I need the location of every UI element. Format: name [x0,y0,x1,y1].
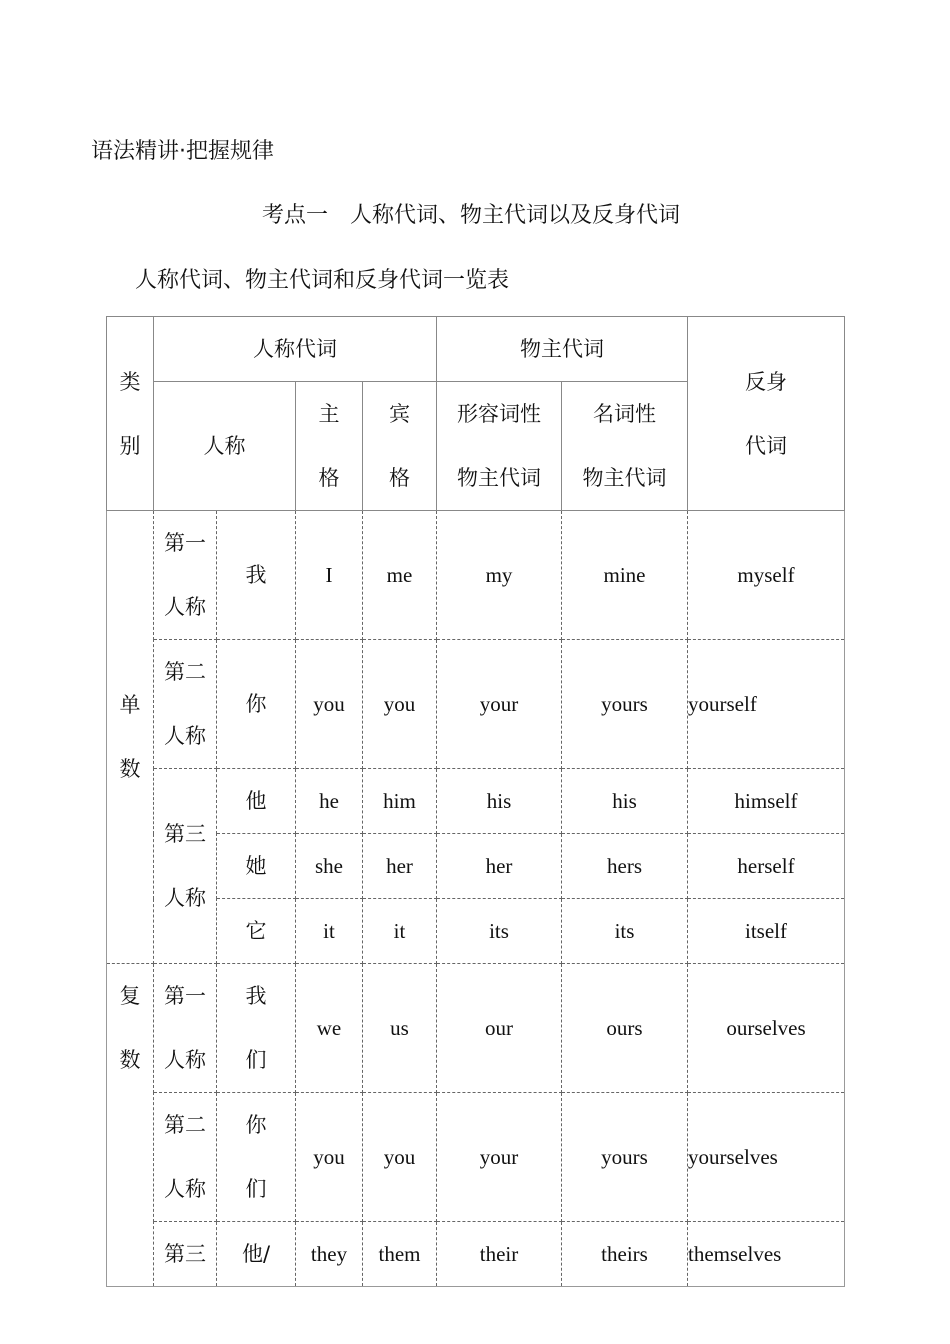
singular-label: 单 数 [107,511,154,964]
object-cell: them [363,1222,437,1287]
person-first: 第一 人称 [154,964,217,1093]
subject-cell: they [296,1222,363,1287]
header-subject: 主 格 [296,382,363,511]
table-row [107,511,845,640]
noun-possessive-cell: theirs [562,1222,688,1287]
person-second: 第二 人称 [154,1093,217,1222]
object-cell: him [363,769,437,834]
object-cell: you [363,640,437,769]
header-category: 类 别 [107,317,154,511]
object-cell: us [363,964,437,1093]
reflexive-cell: himself [688,769,845,834]
table-row [107,899,845,964]
noun-possessive-cell: ours [562,964,688,1093]
adj-possessive-cell: my [437,511,562,640]
adj-possessive-cell: their [437,1222,562,1287]
table-row [107,640,845,769]
object-cell: you [363,1093,437,1222]
adj-possessive-cell: her [437,834,562,899]
adj-possessive-cell: its [437,899,562,964]
noun-possessive-cell: hers [562,834,688,899]
adj-possessive-cell: his [437,769,562,834]
noun-possessive-cell: yours [562,640,688,769]
header-reflexive: 反身 代词 [688,317,845,511]
subject-cell: she [296,834,363,899]
reflexive-cell: themselves [688,1222,845,1287]
reflexive-cell: yourselves [688,1093,845,1222]
pronoun-cell: 她 [217,834,296,899]
reflexive-cell: herself [688,834,845,899]
table-row [107,964,845,1093]
noun-possessive-cell: its [562,899,688,964]
pronoun-cell: 他 [217,769,296,834]
topic-title: 考点一 人称代词、物主代词以及反身代词 [262,203,681,228]
object-cell: me [363,511,437,640]
header-noun-possessive: 名词性 物主代词 [562,382,688,511]
reflexive-cell: yourself [688,640,845,769]
header-adj-possessive: 形容词性 物主代词 [437,382,562,511]
section-heading: 语法精讲·把握规律 [91,139,274,164]
reflexive-cell: itself [688,899,845,964]
reflexive-cell: myself [688,511,845,640]
pronoun-cell: 它 [217,899,296,964]
table-caption: 人称代词、物主代词和反身代词一览表 [135,268,510,293]
person-second: 第二 人称 [154,640,217,769]
pronoun-cell: 你 [217,640,296,769]
table-row [107,769,845,834]
header-person: 人称 [154,382,296,511]
subject-cell: he [296,769,363,834]
subject-cell: you [296,1093,363,1222]
table-row [107,834,845,899]
pronoun-cell: 他/ [217,1222,296,1287]
subject-cell: it [296,899,363,964]
noun-possessive-cell: yours [562,1093,688,1222]
subject-cell: I [296,511,363,640]
adj-possessive-cell: your [437,1093,562,1222]
pronoun-table [106,316,845,1287]
noun-possessive-cell: mine [562,511,688,640]
object-cell: her [363,834,437,899]
person-third: 第三 人称 [154,769,217,964]
pronoun-cell: 我 们 [217,964,296,1093]
noun-possessive-cell: his [562,769,688,834]
adj-possessive-cell: our [437,964,562,1093]
table-row [107,1093,845,1222]
pronoun-cell: 你 们 [217,1093,296,1222]
subject-cell: we [296,964,363,1093]
person-first: 第一 人称 [154,511,217,640]
object-cell: it [363,899,437,964]
pronoun-cell: 我 [217,511,296,640]
header-possessive-pronoun: 物主代词 [437,317,688,382]
person-third-plural: 第三 [154,1222,217,1287]
adj-possessive-cell: your [437,640,562,769]
plural-label: 复 数 [107,964,154,1287]
table-row [107,1222,845,1287]
header-personal-pronoun: 人称代词 [154,317,437,382]
reflexive-cell: ourselves [688,964,845,1093]
subject-cell: you [296,640,363,769]
header-object: 宾 格 [363,382,437,511]
